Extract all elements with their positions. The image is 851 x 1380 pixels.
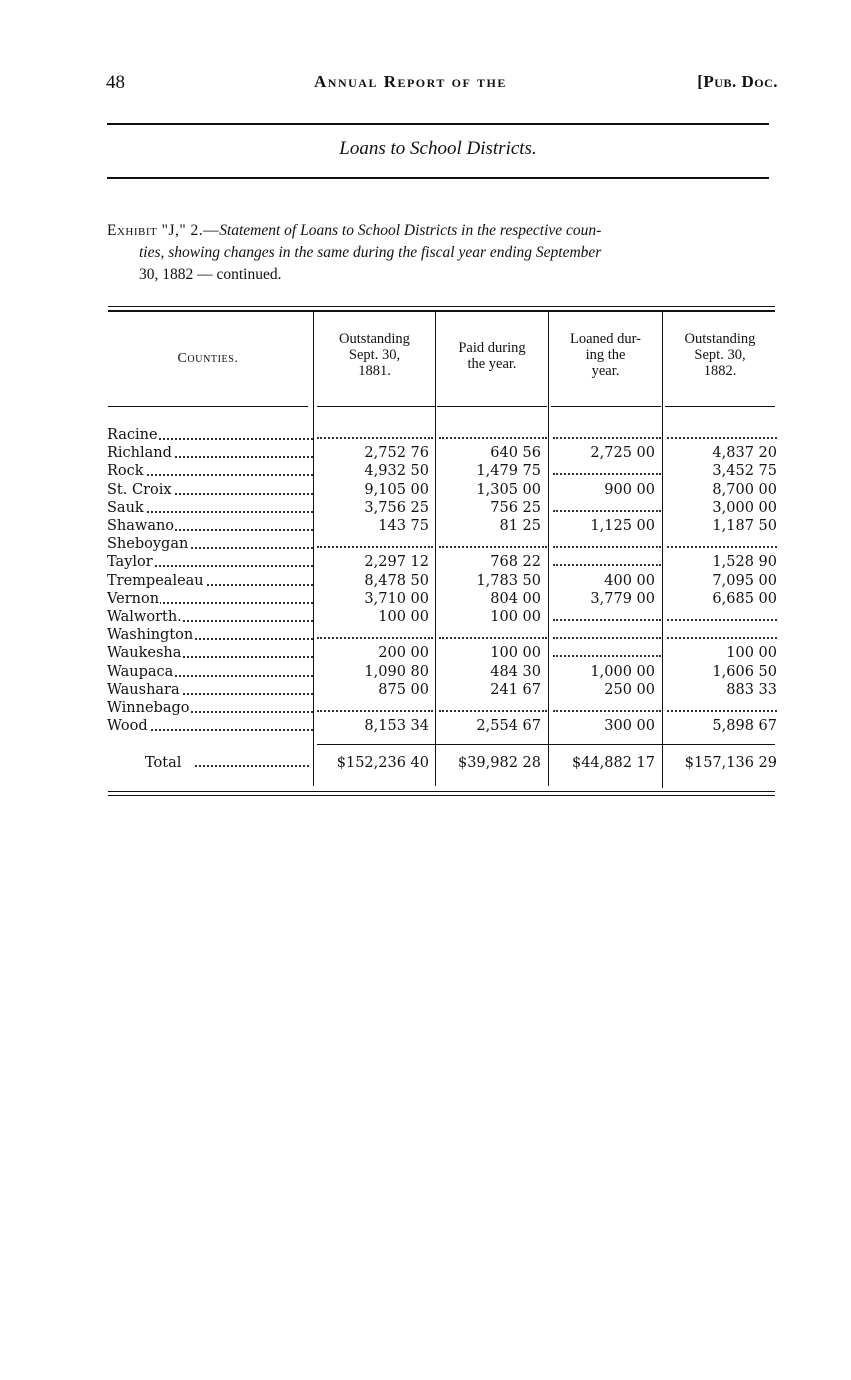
cell-outstanding-1881: 8,478 50 bbox=[364, 572, 429, 589]
cell-outstanding-1881: 143 75 bbox=[378, 518, 429, 534]
total-top-rule bbox=[317, 744, 775, 745]
cell-outstanding-1882: 883 33 bbox=[726, 681, 777, 698]
empty-cell-dots bbox=[439, 546, 547, 548]
cell-outstanding-1882: 8,700 00 bbox=[712, 481, 777, 498]
header-bottom-rule-col1 bbox=[317, 406, 435, 407]
county-name: Vernon bbox=[107, 590, 160, 607]
cell-paid: 640 56 bbox=[490, 445, 541, 462]
county-name: Waushara bbox=[107, 681, 180, 698]
cell-outstanding-1882: 100 00 bbox=[726, 645, 777, 662]
county-name-cell bbox=[107, 699, 313, 717]
empty-cell-dots bbox=[317, 437, 433, 439]
exhibit-line-3: 30, 1882 — continued. bbox=[139, 266, 282, 283]
table-row bbox=[107, 717, 779, 735]
header-bottom-rule-counties bbox=[108, 406, 308, 407]
county-name-cell bbox=[107, 462, 313, 480]
county-name-cell bbox=[107, 590, 313, 608]
table-row bbox=[107, 681, 779, 699]
empty-cell-dots bbox=[667, 546, 777, 548]
section-rule bbox=[107, 177, 769, 179]
cell-loaned: 300 00 bbox=[604, 718, 655, 735]
cell-paid: 1,783 50 bbox=[476, 572, 541, 589]
cell-outstanding-1882: 5,898 67 bbox=[712, 718, 777, 735]
empty-cell-dots bbox=[553, 546, 661, 548]
page-number: 48 bbox=[106, 72, 125, 93]
cell-outstanding-1881: 2,297 12 bbox=[364, 554, 429, 571]
table-row bbox=[107, 699, 779, 717]
table-row bbox=[107, 590, 779, 608]
cell-outstanding-1882: 4,837 20 bbox=[712, 445, 777, 462]
header-paid-line-1: Paid during bbox=[458, 340, 526, 356]
cell-paid: 484 30 bbox=[490, 663, 541, 680]
header-outstanding-1882-line-3: 1882. bbox=[703, 363, 737, 379]
table-row bbox=[107, 517, 779, 535]
running-tag: [Pub. Doc. bbox=[697, 72, 778, 91]
exhibit-line-1: Statement of Loans to School Districts in the respective coun- bbox=[219, 222, 602, 239]
header-outstanding-1882-line-1: Outstanding bbox=[684, 331, 756, 347]
cell-loaned: 2,725 00 bbox=[590, 445, 655, 462]
county-name-cell bbox=[107, 608, 313, 626]
empty-cell-dots bbox=[553, 637, 661, 639]
empty-cell-dots bbox=[553, 564, 661, 566]
county-name-cell bbox=[107, 517, 313, 535]
cell-paid: 100 00 bbox=[490, 645, 541, 662]
county-name: Washington bbox=[107, 627, 194, 644]
header-counties: Counties. bbox=[177, 351, 239, 366]
header-outstanding-1882-line-2: Sept. 30, bbox=[694, 347, 746, 363]
county-name-cell bbox=[107, 553, 313, 571]
header-loaned-line-1: Loaned dur- bbox=[570, 331, 641, 347]
cell-outstanding-1881: 9,105 00 bbox=[364, 481, 429, 498]
county-name: Winnebago bbox=[107, 700, 190, 716]
total-outstanding-1881: $152,236 40 bbox=[336, 755, 429, 771]
header-rule bbox=[107, 123, 769, 125]
cell-paid: 100 00 bbox=[490, 609, 541, 625]
header-outstanding-1881 bbox=[314, 331, 435, 379]
table-row bbox=[107, 608, 779, 626]
exhibit-line-2: ties, showing changes in the same during the fiscal year ending September bbox=[139, 244, 602, 261]
total-paid: $39,982 28 bbox=[457, 755, 541, 771]
cell-loaned: 400 00 bbox=[604, 572, 655, 589]
header-bottom-rule-col4 bbox=[665, 406, 775, 407]
county-name: Waupaca bbox=[107, 663, 174, 680]
cell-loaned: 3,779 00 bbox=[590, 590, 655, 607]
county-name: Trempealeau bbox=[107, 572, 204, 589]
empty-cell-dots bbox=[317, 637, 433, 639]
header-paid-line-2: the year. bbox=[467, 356, 517, 372]
empty-cell-dots bbox=[317, 546, 433, 548]
table-row bbox=[107, 481, 779, 499]
empty-cell-dots bbox=[439, 637, 547, 639]
table-row bbox=[107, 626, 779, 644]
cell-outstanding-1881: 200 00 bbox=[378, 645, 429, 662]
cell-paid: 756 25 bbox=[490, 499, 541, 516]
county-name: Racine bbox=[107, 427, 158, 443]
total-loaned: $44,882 17 bbox=[571, 755, 655, 771]
county-name-cell bbox=[107, 426, 313, 444]
header-outstanding-1881-line-1: Outstanding bbox=[339, 331, 410, 347]
county-name-cell bbox=[107, 644, 313, 662]
total-outstanding-1882: $157,136 29 bbox=[684, 755, 777, 771]
header-loaned-line-2: ing the bbox=[585, 347, 626, 363]
cell-loaned: 900 00 bbox=[604, 481, 655, 498]
table-row bbox=[107, 663, 779, 681]
exhibit-caption bbox=[107, 220, 773, 286]
table-bottom-rule-2 bbox=[108, 795, 775, 796]
cell-outstanding-1882: 6,685 00 bbox=[712, 590, 777, 607]
cell-outstanding-1882: 7,095 00 bbox=[712, 572, 777, 589]
county-name: Wood bbox=[107, 718, 148, 735]
cell-paid: 81 25 bbox=[499, 518, 541, 534]
empty-cell-dots bbox=[667, 637, 777, 639]
cell-outstanding-1881: 3,756 25 bbox=[364, 499, 429, 516]
county-name: Richland bbox=[107, 445, 172, 462]
county-name: Shawano bbox=[107, 518, 175, 534]
table-row bbox=[107, 499, 779, 517]
empty-cell-dots bbox=[667, 619, 777, 621]
cell-outstanding-1881: 8,153 34 bbox=[364, 718, 429, 735]
cell-loaned: 250 00 bbox=[604, 681, 655, 698]
county-name-cell bbox=[107, 663, 313, 681]
empty-cell-dots bbox=[667, 710, 777, 712]
cell-loaned: 1,125 00 bbox=[590, 518, 655, 534]
table-top-rule-2 bbox=[108, 310, 775, 312]
empty-cell-dots bbox=[553, 437, 661, 439]
header-paid bbox=[436, 340, 548, 372]
cell-outstanding-1881: 1,090 80 bbox=[364, 663, 429, 680]
empty-cell-dots bbox=[553, 655, 661, 657]
county-name: Waukesha bbox=[107, 645, 182, 662]
county-name: Walworth. bbox=[107, 609, 182, 625]
cell-loaned: 1,000 00 bbox=[590, 663, 655, 680]
cell-outstanding-1882: 1,606 50 bbox=[712, 663, 777, 680]
cell-outstanding-1881: 4,932 50 bbox=[364, 463, 429, 480]
table-row bbox=[107, 444, 779, 462]
county-name-cell bbox=[107, 499, 313, 517]
county-name-cell bbox=[107, 444, 313, 462]
header-loaned bbox=[549, 331, 662, 379]
table-row bbox=[107, 553, 779, 571]
table-bottom-rule-1 bbox=[108, 791, 775, 792]
table-row bbox=[107, 572, 779, 590]
table-row bbox=[107, 644, 779, 662]
header-loaned-line-3: year. bbox=[591, 363, 620, 379]
empty-cell-dots bbox=[553, 710, 661, 712]
section-title: Loans to School Districts. bbox=[339, 138, 537, 159]
total-leader-dots bbox=[195, 765, 309, 767]
county-name-cell bbox=[107, 535, 313, 553]
cell-paid: 1,305 00 bbox=[476, 481, 541, 498]
cell-outstanding-1882: 1,187 50 bbox=[712, 518, 777, 534]
county-name: Rock bbox=[107, 463, 144, 480]
header-bottom-rule-col2 bbox=[437, 406, 547, 407]
table-row bbox=[107, 462, 779, 480]
county-name: Sheboygan bbox=[107, 536, 189, 553]
header-outstanding-1881-line-2: Sept. 30, bbox=[348, 347, 401, 363]
cell-paid: 241 67 bbox=[490, 681, 541, 698]
county-name: Taylor bbox=[107, 554, 153, 571]
county-name: St. Croix bbox=[107, 481, 172, 498]
county-name-cell bbox=[107, 572, 313, 590]
empty-cell-dots bbox=[667, 437, 777, 439]
cell-paid: 768 22 bbox=[490, 554, 541, 571]
empty-cell-dots bbox=[553, 619, 661, 621]
cell-outstanding-1882: 1,528 90 bbox=[712, 554, 777, 571]
header-outstanding-1882 bbox=[663, 331, 777, 379]
cell-outstanding-1881: 875 00 bbox=[378, 681, 429, 698]
cell-outstanding-1882: 3,452 75 bbox=[712, 463, 777, 480]
county-name-cell bbox=[107, 626, 313, 644]
cell-paid: 804 00 bbox=[490, 590, 541, 607]
cell-paid: 1,479 75 bbox=[476, 463, 541, 480]
exhibit-lead: Exhibit "J," 2.— bbox=[107, 222, 220, 239]
total-label: Total bbox=[145, 755, 182, 771]
empty-cell-dots bbox=[439, 710, 547, 712]
table-row bbox=[107, 535, 779, 553]
county-name-cell bbox=[107, 681, 313, 699]
county-name-cell bbox=[107, 481, 313, 499]
header-bottom-rule-col3 bbox=[551, 406, 661, 407]
running-header bbox=[106, 72, 778, 98]
county-name: Sauk bbox=[107, 499, 144, 516]
table-top-rule-1 bbox=[108, 306, 775, 307]
cell-paid: 2,554 67 bbox=[476, 718, 541, 735]
total-row bbox=[107, 753, 779, 773]
cell-outstanding-1881: 3,710 00 bbox=[364, 590, 429, 607]
empty-cell-dots bbox=[317, 710, 433, 712]
empty-cell-dots bbox=[439, 437, 547, 439]
running-title: Annual Report of the bbox=[314, 72, 507, 91]
county-name-cell bbox=[107, 717, 313, 735]
table-row bbox=[107, 426, 779, 444]
cell-outstanding-1881: 100 00 bbox=[378, 609, 429, 625]
header-outstanding-1881-line-3: 1881. bbox=[358, 363, 391, 379]
empty-cell-dots bbox=[553, 510, 661, 512]
cell-outstanding-1882: 3,000 00 bbox=[712, 499, 777, 516]
cell-outstanding-1881: 2,752 76 bbox=[364, 445, 429, 462]
empty-cell-dots bbox=[553, 473, 661, 475]
